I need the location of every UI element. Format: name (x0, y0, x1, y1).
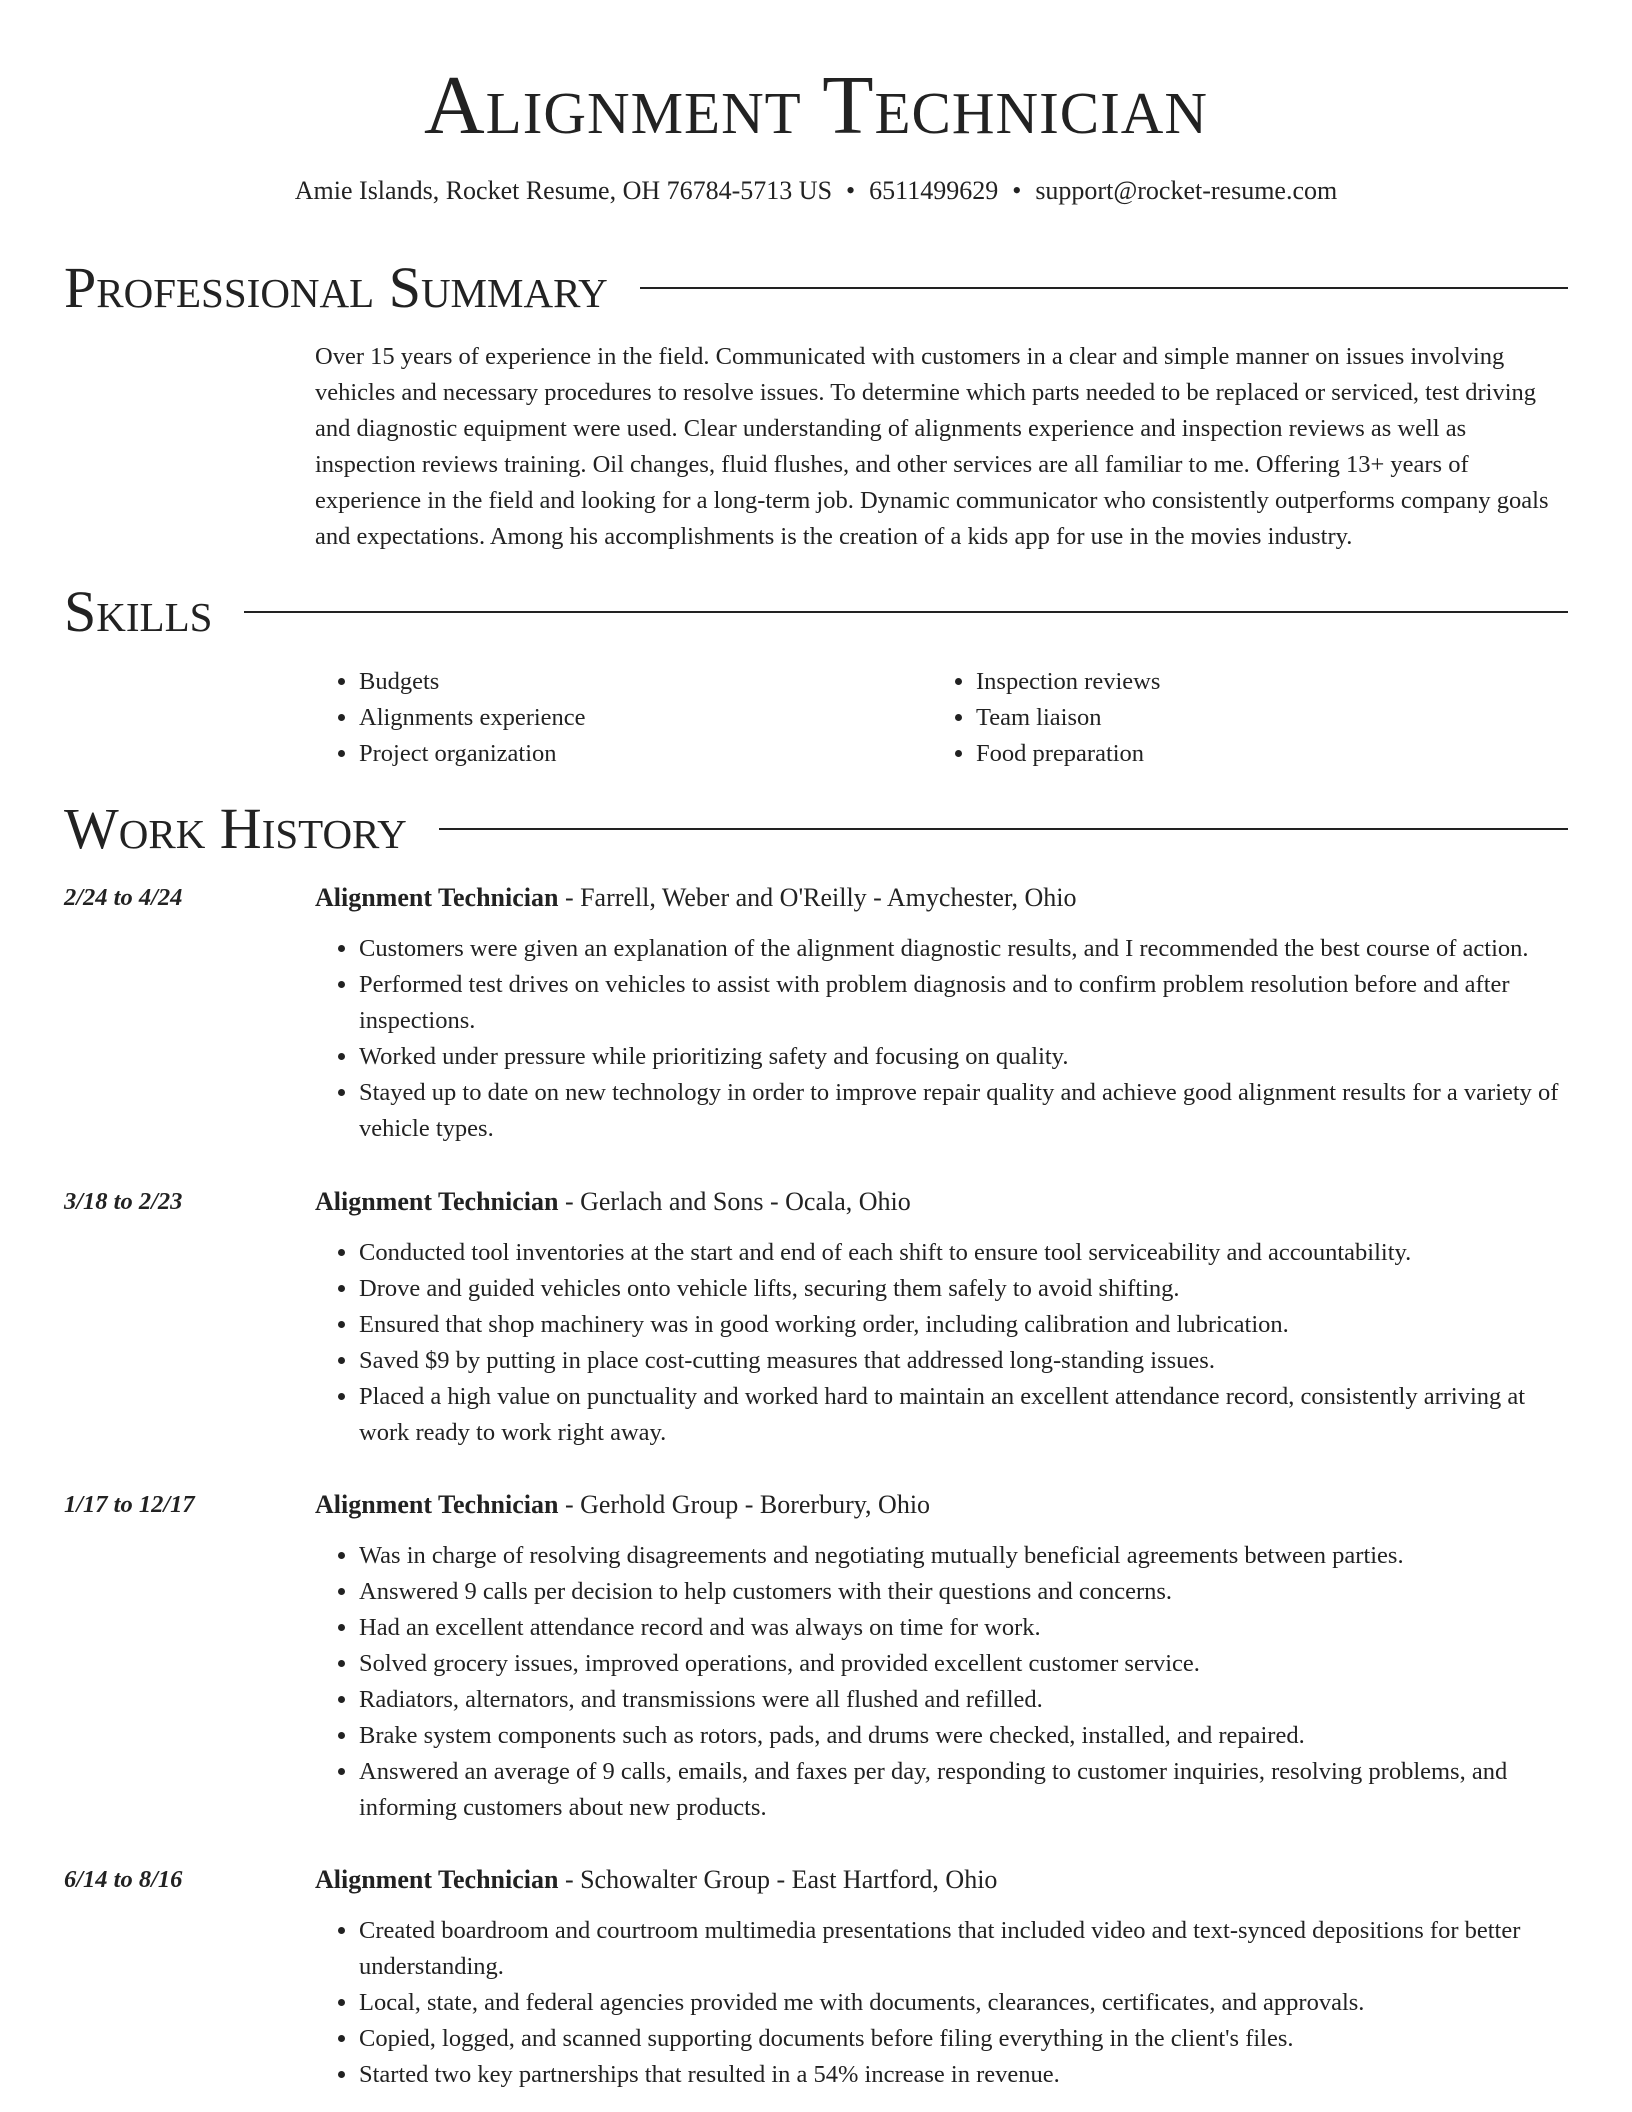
job-bullets (315, 1538, 1570, 1826)
job-heading (315, 1184, 911, 1220)
skills-list (315, 664, 1570, 772)
job-bullets (315, 1913, 1570, 2093)
job-heading (315, 1487, 930, 1523)
summary-section-title: Professional Summary (64, 255, 608, 320)
contact-line (0, 175, 1632, 207)
job-dates: 3/18 to 2/23 (64, 1188, 183, 1215)
job-title: Alignment Technician (315, 883, 559, 912)
job-employer-location: - Gerhold Group - Borerbury, Ohio (558, 1490, 931, 1519)
job-heading (315, 880, 1076, 916)
job-bullet: • Answered an average of 9 calls, emails, and faxes per day, responding to customer inquiries, resolving problems, and informing customers about new products. (359, 1754, 1570, 1826)
section-divider (640, 287, 1568, 289)
job-dates: 6/14 to 8/16 (64, 1866, 183, 1893)
job-employer-location: - Schowalter Group - East Hartford, Ohio (558, 1865, 998, 1894)
job-bullet: • Worked under pressure while prioritizing safety and focusing on quality. (359, 1039, 1570, 1075)
job-bullet: • Stayed up to date on new technology in order to improve repair quality and achieve good alignment results for a variety of vehicle types. (359, 1075, 1570, 1147)
job-title: Alignment Technician (315, 1865, 559, 1894)
skill-item: • Team liaison (976, 700, 1549, 736)
job-bullet: • Conducted tool inventories at the start and end of each shift to ensure tool serviceability and accountability. (359, 1235, 1570, 1271)
job-bullet: • Placed a high value on punctuality and worked hard to maintain an excellent attendance record, consistently arriving at work ready to work right away. (359, 1379, 1570, 1451)
summary-text: Over 15 years of experience in the field. Communicated with customers in a clear and simple manner on issues involving vehicles and necessary procedures to resolve issues. To determine which parts needed to be replaced or serviced, test driving and diagnostic equipment were used. Clear understanding of alignments experience and inspection reviews as well as inspection reviews training. Oil changes, fluid flushes, and other services are all familiar to me. Offering 13+ years of experience in the field and looking for a long-term job. Dynamic communicator who consistently outperforms company goals and expectations. Among his accomplishments is the creation of a kids app for use in the movies industry. (315, 343, 1549, 550)
job-bullet: • Brake system components such as rotors, pads, and drums were checked, installed, and repaired. (359, 1718, 1570, 1754)
section-divider (244, 611, 1568, 613)
job-title: Alignment Technician (315, 1187, 559, 1216)
job-bullet: • Performed test drives on vehicles to assist with problem diagnosis and to confirm problem resolution before and after inspections. (359, 967, 1570, 1039)
contact-phone: 6511499629 (869, 176, 999, 205)
summary-section-heading (64, 256, 1568, 320)
skills-column-left (315, 664, 932, 772)
skill-item: • Project organization (359, 736, 932, 772)
job-bullet: • Saved $9 by putting in place cost-cutting measures that addressed long-standing issues. (359, 1343, 1570, 1379)
skills-section-heading (64, 580, 1568, 644)
job-bullet: • Drove and guided vehicles onto vehicle lifts, securing them safely to avoid shifting. (359, 1271, 1570, 1307)
skill-item: • Inspection reviews (976, 664, 1549, 700)
job-bullet: • Was in charge of resolving disagreements and negotiating mutually beneficial agreements between parties. (359, 1538, 1570, 1574)
contact-separator: • (1012, 176, 1022, 205)
job-bullet: • Solved grocery issues, improved operations, and provided excellent customer service. (359, 1646, 1570, 1682)
job-bullet: • Local, state, and federal agencies provided me with documents, clearances, certificates, and approvals. (359, 1985, 1570, 2021)
job-bullet: • Created boardroom and courtroom multimedia presentations that included video and text-synced depositions for better understanding. (359, 1913, 1570, 1985)
contact-separator: • (846, 176, 856, 205)
job-employer-location: - Gerlach and Sons - Ocala, Ohio (558, 1187, 911, 1216)
job-bullet: • Copied, logged, and scanned supporting documents before filing everything in the client's files. (359, 2021, 1570, 2057)
job-bullets (315, 931, 1570, 1147)
skills-section-title: Skills (64, 579, 213, 644)
skills-column-right (932, 664, 1549, 772)
job-heading (315, 1862, 997, 1898)
section-divider (439, 828, 1568, 830)
candidate-name: Alignment Technician (424, 59, 1208, 152)
job-dates: 2/24 to 4/24 (64, 884, 183, 911)
job-bullet: • Answered 9 calls per decision to help customers with their questions and concerns. (359, 1574, 1570, 1610)
job-bullets (315, 1235, 1570, 1451)
job-dates: 1/17 to 12/17 (64, 1491, 195, 1518)
job-bullet: • Radiators, alternators, and transmissions were all flushed and refilled. (359, 1682, 1570, 1718)
job-bullet: • Had an excellent attendance record and was always on time for work. (359, 1610, 1570, 1646)
skill-item: • Alignments experience (359, 700, 932, 736)
job-bullet: • Customers were given an explanation of the alignment diagnostic results, and I recommended the best course of action. (359, 931, 1570, 967)
skill-item: • Food preparation (976, 736, 1549, 772)
contact-email: support@rocket-resume.com (1035, 176, 1338, 205)
work-section-heading (64, 797, 1568, 861)
work-section-title: Work History (64, 796, 407, 861)
job-bullet: • Started two key partnerships that resulted in a 54% increase in revenue. (359, 2057, 1570, 2093)
job-bullet: • Ensured that shop machinery was in good working order, including calibration and lubrication. (359, 1307, 1570, 1343)
job-employer-location: - Farrell, Weber and O'Reilly - Amychester, Ohio (558, 883, 1077, 912)
contact-address: Amie Islands, Rocket Resume, OH 76784-5713 US (294, 176, 833, 205)
skill-item: • Budgets (359, 664, 932, 700)
job-title: Alignment Technician (315, 1490, 559, 1519)
